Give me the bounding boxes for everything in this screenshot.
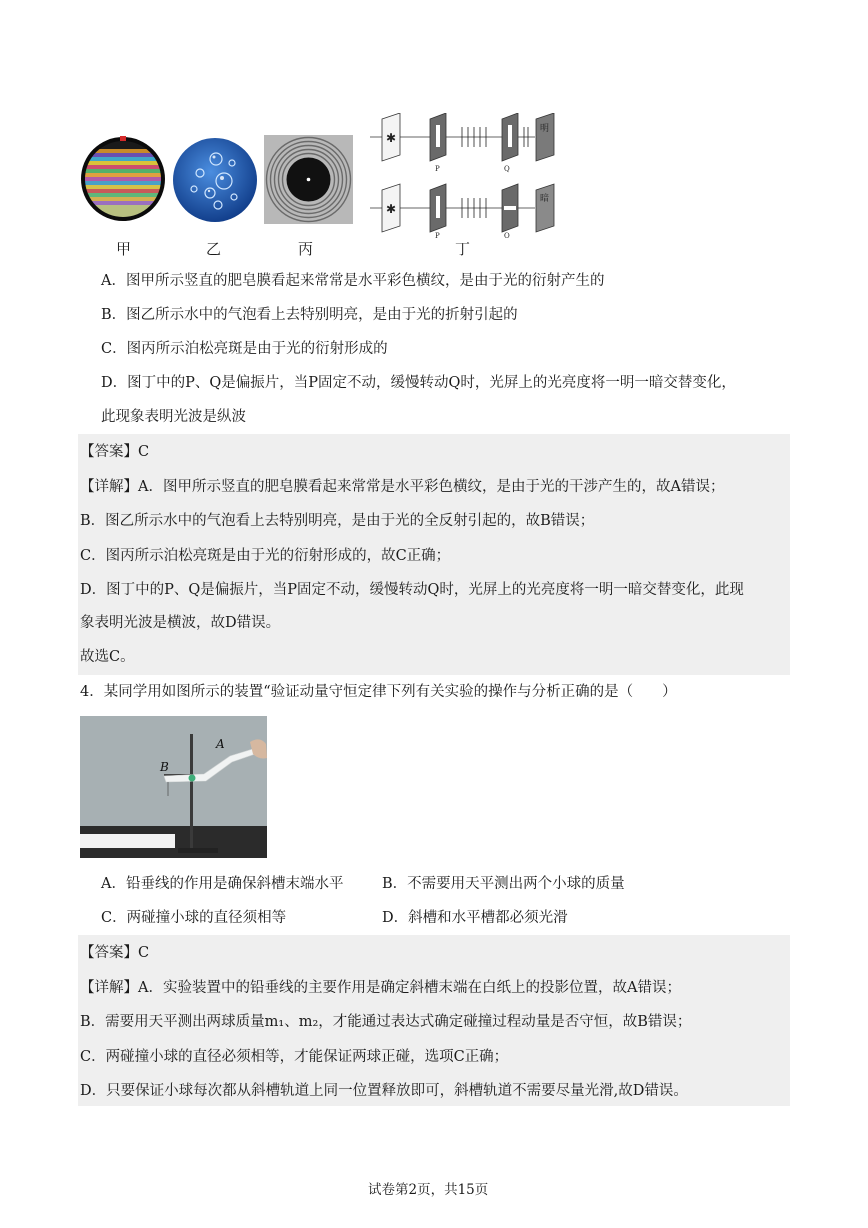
q3-explanation-4: D．图丁中的P、Q是偏振片，当P固定不动，缓慢转动Q时，光屏上的光亮度将一明一暗交替变化，此现 — [80, 582, 744, 598]
q4-explanation-3: C．两碰撞小球的直径必须相等，才能保证两球正碰，选项C正确； — [80, 1049, 509, 1065]
q3-option-b: B．图乙所示水中的气泡看上去特别明亮，是由于光的折射引起的 — [101, 307, 518, 323]
q3-option-d-line2: 此现象表明光波是纵波 — [101, 409, 246, 425]
poisson-spot-figure — [264, 135, 353, 224]
bubbles-figure — [172, 137, 258, 223]
q3-answer: 【答案】C — [80, 444, 150, 460]
q3-explanation-6: 故选C。 — [80, 649, 135, 665]
caption-bing: 丙 — [298, 240, 314, 258]
label-a: A — [216, 737, 225, 751]
polarizer-diagram — [370, 113, 570, 238]
q3-explanation-1: 【详解】A．图甲所示竖直的肥皂膜看起来常常是水平彩色横纹，是由于光的干涉产生的，故A错误； — [80, 479, 725, 495]
caption-jia: 甲 — [116, 240, 132, 258]
q-label-top: Q — [504, 165, 510, 173]
q3-option-a: A．图甲所示竖直的肥皂膜看起来常常是水平彩色横纹，是由于光的衍射产生的 — [101, 273, 605, 289]
q4-explanation-2: B．需要用天平测出两球质量m₁、m₂，才能通过表达式确定碰撞过程动量是否守恒，故B错误； — [80, 1014, 692, 1030]
p-label-top: P — [435, 165, 440, 173]
q4-explanation-4: D．只要保证小球每次都从斜槽轨道上同一位置释放即可，斜槽轨道不需要尽量光滑,故D错误。 — [80, 1083, 688, 1099]
momentum-apparatus-photo — [80, 716, 267, 858]
q-label-bottom: Q — [504, 232, 510, 238]
q3-option-d-line1: D．图丁中的P、Q是偏振片，当P固定不动，缓慢转动Q时，光屏上的光亮度将一明一暗交替变化， — [101, 375, 736, 391]
q3-explanation-5: 象表明光波是横波，故D错误。 — [80, 615, 281, 631]
p-label-bottom: P — [435, 232, 440, 238]
page-footer: 试卷第2页，共15页 — [368, 1182, 489, 1198]
q3-explanation-2: B．图乙所示水中的气泡看上去特别明亮，是由于光的全反射引起的，故B错误； — [80, 513, 595, 529]
caption-yi: 乙 — [206, 240, 222, 258]
label-b: B — [160, 760, 169, 774]
svg-text:✱: ✱ — [385, 202, 397, 216]
q4-option-d: D．斜槽和水平槽都必须光滑 — [382, 910, 568, 926]
q3-explanation-3: C．图丙所示泊松亮斑是由于光的衍射形成的，故C正确； — [80, 548, 451, 564]
q4-option-b: B．不需要用天平测出两个小球的质量 — [382, 876, 625, 892]
q3-option-c: C．图丙所示泊松亮斑是由于光的衍射形成的 — [101, 341, 388, 357]
svg-text:✱: ✱ — [385, 131, 397, 145]
caption-ding: 丁 — [455, 240, 471, 258]
dark-label: 暗 — [540, 194, 550, 204]
bright-label: 明 — [540, 124, 550, 134]
q4-stem: 4．某同学用如图所示的装置“验证动量守恒定律下列有关实验的操作与分析正确的是（ ） — [80, 684, 677, 700]
q4-answer: 【答案】C — [80, 945, 150, 961]
q4-option-c: C．两碰撞小球的直径须相等 — [101, 910, 287, 926]
q4-option-a: A．铅垂线的作用是确保斜槽末端水平 — [101, 876, 344, 892]
soap-film-figure — [80, 135, 166, 223]
q4-explanation-1: 【详解】A．实验装置中的铅垂线的主要作用是确定斜槽末端在白纸上的投影位置，故A错误； — [80, 980, 681, 996]
